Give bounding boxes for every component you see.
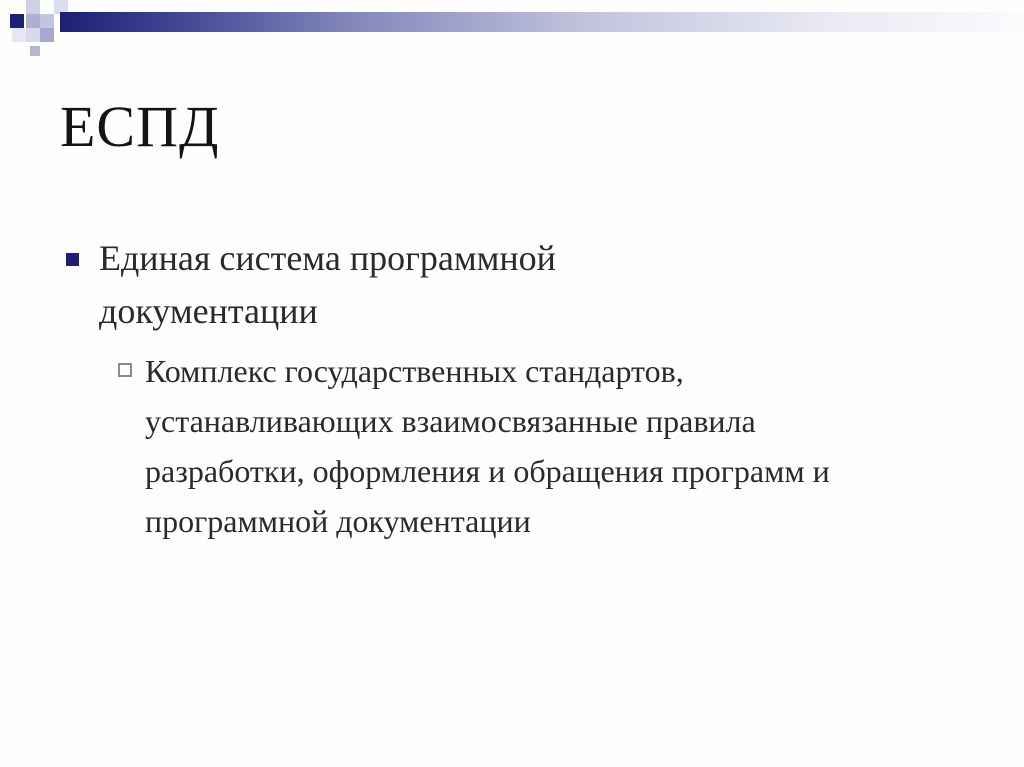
hollow-square-bullet-icon — [118, 363, 132, 377]
bullet-text: Единая система программной документации — [99, 238, 556, 331]
bullet-item — [66, 232, 966, 338]
sub-bullet-text: Комплекс государственных стандартов, устанавливающих взаимосвязанные правила разработки, оформления и обращения программ и программной документации — [145, 353, 830, 539]
header-gradient-bar — [60, 12, 1024, 32]
slide-title: ЕСПД — [60, 94, 220, 159]
filled-square-bullet-icon — [66, 253, 79, 266]
sub-bullet-item — [118, 346, 998, 546]
squares-pattern-icon — [0, 0, 80, 64]
